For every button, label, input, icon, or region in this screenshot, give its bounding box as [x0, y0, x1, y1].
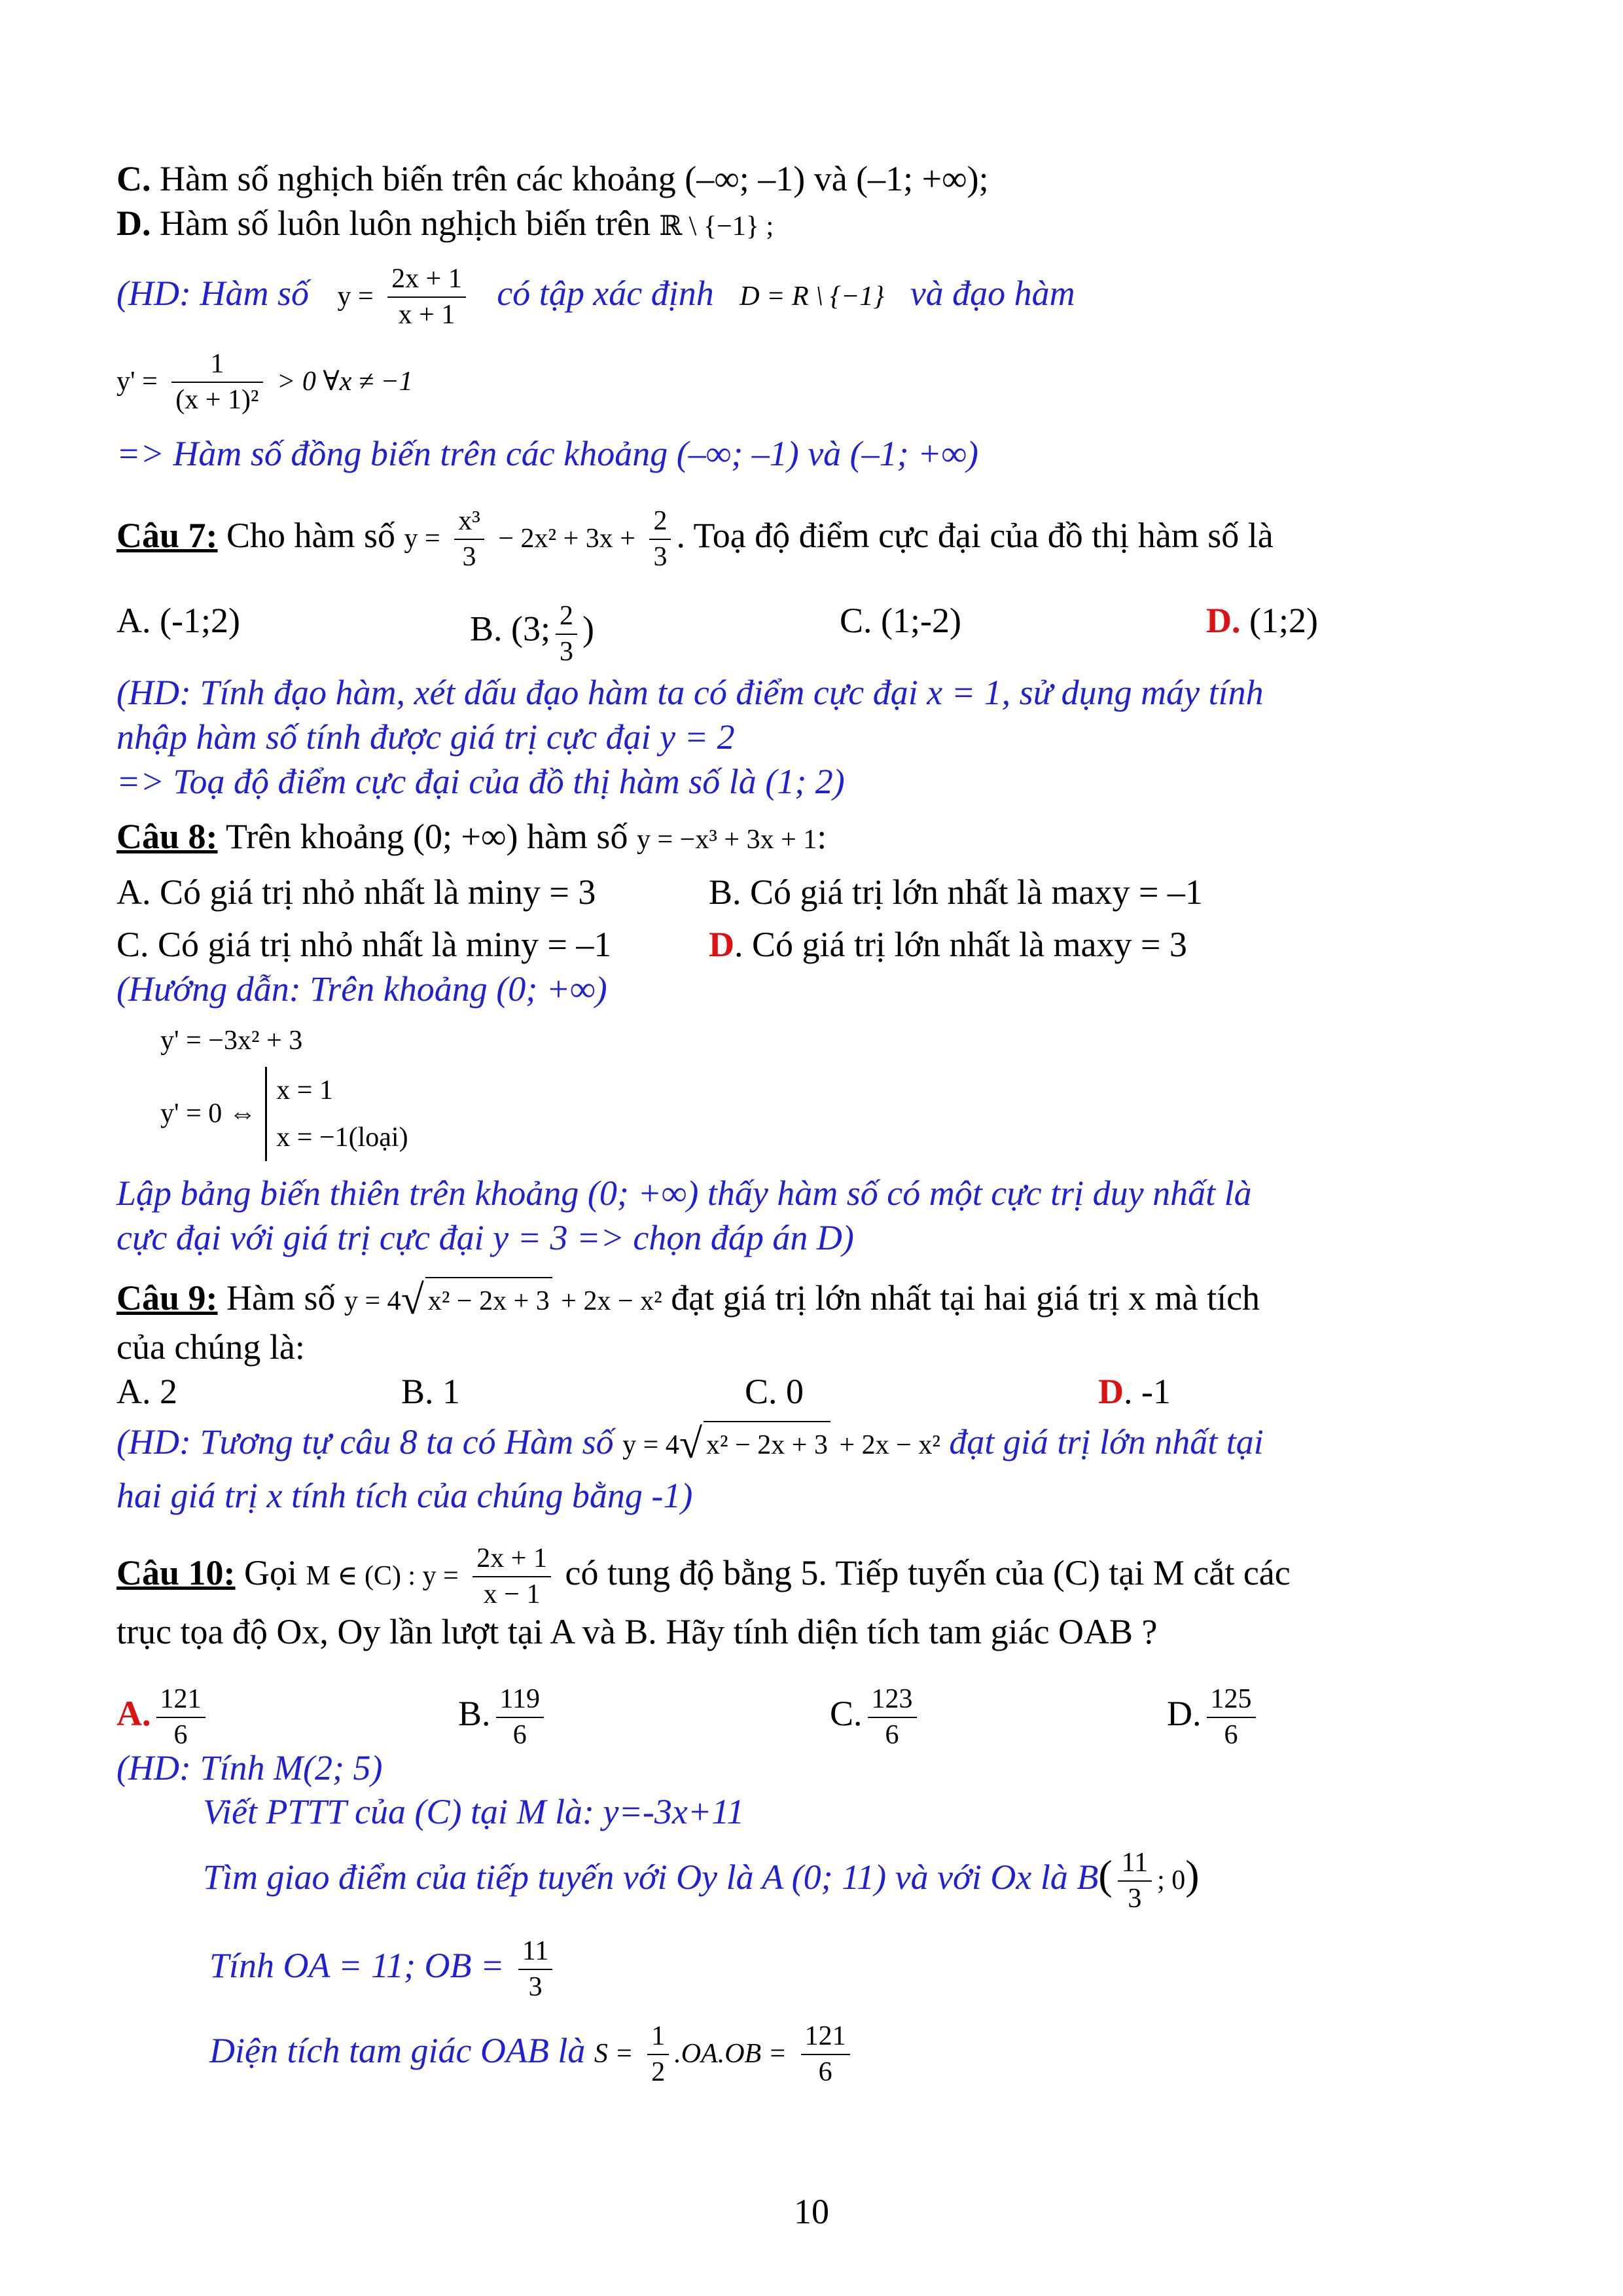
page-number: 10: [794, 2192, 829, 2231]
hint-text: cực đại với giá trị cực đại y = 3 => chọn đáp án D): [116, 1218, 854, 1257]
math-expression: y' = 0 ⇔: [160, 1098, 257, 1129]
answer-label: A.: [116, 1693, 151, 1733]
fraction-denominator: 3: [1128, 1883, 1142, 1914]
question-text: Gọi: [235, 1552, 306, 1592]
hint-text: Lập bảng biến thiên trên khoảng (0; +∞) thấy hàm số có một cực trị duy nhất là: [116, 1174, 1252, 1213]
question-text: Cho hàm số: [217, 515, 404, 555]
option-text: Hàm số nghịch biến trên các khoảng (–∞; –1) và (–1; +∞);: [151, 159, 989, 198]
option-text: ): [582, 609, 594, 649]
option-b: [470, 599, 594, 669]
fraction: [473, 1541, 551, 1611]
hint-text: Tìm giao điểm của tiếp tuyến với Oy là A (0; 11) và với Ox là B: [203, 1857, 1099, 1897]
fraction-numerator: 121: [801, 2019, 850, 2055]
question-9: [116, 1276, 1427, 1323]
option-c: [830, 1682, 922, 1752]
answer-label: D: [709, 925, 734, 964]
fraction: [518, 1934, 552, 2004]
option-a: A. Có giá trị nhỏ nhất là miny = 3: [116, 872, 596, 912]
option-b: B. 1: [401, 1372, 461, 1411]
radical-sign: √: [401, 1276, 424, 1323]
q10-hint-3: [203, 1846, 1427, 1916]
fraction: [801, 2019, 850, 2089]
question-label: Câu 7:: [116, 515, 218, 555]
math-expression: y =: [337, 281, 374, 312]
fraction: [496, 1682, 544, 1752]
fraction: [1207, 1682, 1256, 1752]
math-expression: y = 4: [622, 1430, 679, 1460]
math-expression: + 2x − x²: [561, 1286, 662, 1316]
option-c: C. Có giá trị nhỏ nhất là miny = –1: [116, 925, 612, 964]
option-c: C. 0: [745, 1372, 804, 1411]
hint-text: đạt giá trị lớn nhất tại: [940, 1422, 1264, 1462]
hint-text: Tính OA = 11; OB =: [209, 1945, 513, 1985]
option-d: [1098, 1370, 1171, 1413]
hint-text: nhập hàm số tính được giá trị cực đại y = 2: [116, 717, 735, 757]
option-label: C.: [830, 1693, 863, 1733]
fraction-numerator: 1: [171, 347, 262, 383]
fraction-numerator: x³: [454, 504, 484, 540]
question-text: Hàm số: [217, 1278, 344, 1318]
math-expression: y' =: [116, 366, 158, 397]
math-expression: D = R \ {−1}: [740, 281, 885, 312]
fraction-denominator: 6: [1224, 1719, 1238, 1750]
fraction-denominator: 3: [653, 541, 668, 572]
hint-line-3: [116, 432, 1427, 475]
question-label: Câu 8:: [116, 817, 218, 856]
math-expression: y = 4: [344, 1286, 401, 1316]
fraction-denominator: 3: [560, 636, 574, 667]
math-expression: y' = −3x² + 3: [160, 1026, 303, 1056]
q10-hint-4: [209, 1934, 1427, 2004]
case-row: x = 1: [276, 1075, 333, 1105]
option-d: [709, 923, 1187, 966]
hint-text: (HD: Tính đạo hàm, xét dấu đạo hàm ta có điểm cực đại x = 1, sử dụng máy tính: [116, 673, 1264, 712]
option-label: D.: [116, 204, 151, 243]
fraction-numerator: 125: [1207, 1682, 1256, 1718]
q7-hint-2: [116, 715, 1427, 759]
fraction-denominator: x + 1: [398, 299, 455, 330]
case-bracket: [265, 1067, 408, 1161]
hint-text: => Hàm số đồng biến trên các khoảng (–∞; –1) và (–1; +∞): [116, 434, 979, 473]
math-expression: ; 0: [1157, 1865, 1186, 1895]
fraction: [454, 504, 484, 574]
hint-text: Viết PTTT của (C) tại M là: y=-3x+11: [203, 1792, 745, 1831]
question-text: trục tọa độ Ox, Oy lần lượt tại A và B. Hãy tính diện tích tam giác OAB ?: [116, 1612, 1158, 1651]
math-expression: > 0 ∀x ≠ −1: [277, 366, 413, 397]
option-b: [458, 1682, 549, 1752]
paren-open: (: [1098, 1851, 1113, 1898]
fraction: [556, 599, 577, 669]
q10-hint-2: [203, 1790, 1427, 1833]
hint-text: (HD: Tương tự câu 8 ta có Hàm số: [116, 1422, 623, 1462]
question-text: của chúng là:: [116, 1327, 305, 1367]
math-expression: S =: [594, 2038, 633, 2069]
q8-derivative: [160, 1016, 1427, 1062]
fraction: [156, 1682, 205, 1752]
question-label: Câu 10:: [116, 1552, 236, 1592]
option-text: . Có giá trị lớn nhất là maxy = 3: [734, 925, 1187, 964]
option-a: A. 2: [116, 1372, 177, 1411]
fraction-numerator: 119: [496, 1682, 544, 1718]
option-c-line: [116, 157, 1427, 200]
question-text: :: [817, 817, 827, 856]
math-expression: − 2x² + 3x +: [498, 523, 635, 554]
math-expression: y = −x³ + 3x + 1: [636, 825, 817, 855]
question-7: [116, 504, 1427, 574]
fraction: [868, 1682, 917, 1752]
fraction-denominator: 6: [818, 2056, 832, 2087]
q8-hint-3: [116, 1216, 1427, 1259]
radicand: x² − 2x + 3: [425, 1277, 552, 1323]
question-text: đạt giá trị lớn nhất tại hai giá trị x mà tích: [662, 1278, 1260, 1318]
option-d-line: [116, 202, 1427, 248]
hint-text: có tập xác định: [497, 273, 714, 313]
hint-line-2: [116, 347, 1427, 417]
question-10: [116, 1541, 1427, 1611]
hint-text: Diện tích tam giác OAB là: [209, 2030, 594, 2070]
question-9-cont: [116, 1325, 1427, 1369]
fraction-denominator: 6: [512, 1719, 527, 1750]
question-text: có tung độ bằng 5. Tiếp tuyến của (C) tại M cắt các: [556, 1552, 1291, 1592]
q10-hint-5: [209, 2019, 1427, 2089]
answer-label: D.: [1206, 601, 1241, 640]
question-8: [116, 815, 1427, 861]
math-expression: .OA.OB =: [674, 2038, 787, 2069]
q9-hint-1: [116, 1420, 1427, 1467]
fraction-numerator: 1: [647, 2019, 669, 2055]
question-label: Câu 9:: [116, 1278, 218, 1318]
math-expression: + 2x − x²: [839, 1430, 940, 1460]
q8-equation: [160, 1067, 1427, 1161]
fraction-numerator: 2x + 1: [473, 1541, 551, 1577]
fraction-denominator: 3: [528, 1971, 543, 2002]
q7-hint-1: [116, 671, 1427, 714]
option-text: . -1: [1124, 1372, 1171, 1411]
option-d: [1206, 599, 1318, 642]
radical-sign: √: [679, 1420, 702, 1467]
option-label: D.: [1167, 1693, 1202, 1733]
radicand: x² − 2x + 3: [704, 1421, 830, 1467]
fraction-denominator: 3: [462, 541, 476, 572]
question-text: . Toạ độ điểm cực đại của đồ thị hàm số là: [676, 515, 1274, 555]
hint-text: (HD: Tính M(2; 5): [116, 1748, 383, 1787]
math-expression: y =: [404, 523, 440, 554]
hint-text: (Hướng dẫn: Trên khoảng (0; +∞): [116, 969, 607, 1009]
fraction-numerator: 123: [868, 1682, 917, 1718]
fraction-numerator: 2: [556, 599, 577, 635]
question-text: Trên khoảng (0; +∞) hàm số: [217, 817, 637, 856]
option-label: B.: [458, 1693, 491, 1733]
q10-hint-1: [116, 1746, 1427, 1789]
math-expression: ℝ \ {−1} ;: [659, 211, 774, 242]
fraction-numerator: 2: [649, 504, 671, 540]
option-a: [116, 1682, 211, 1752]
fraction-denominator: 2: [651, 2056, 666, 2087]
fraction-numerator: 11: [1118, 1846, 1152, 1882]
fraction-denominator: x − 1: [483, 1579, 541, 1609]
q7-hint-3: [116, 760, 1427, 803]
fraction: [647, 2019, 669, 2089]
option-text: B. (3;: [470, 609, 551, 649]
q9-hint-2: [116, 1474, 1427, 1517]
fraction-denominator: 6: [173, 1719, 188, 1750]
hint-text: và đạo hàm: [910, 273, 1075, 313]
q8-hint-2: [116, 1172, 1427, 1215]
fraction: [649, 504, 671, 574]
option-d: [1167, 1682, 1261, 1752]
fraction-numerator: 2x + 1: [387, 262, 466, 298]
question-10-options: [116, 1669, 1427, 1748]
fraction: [387, 262, 466, 332]
fraction-denominator: 6: [885, 1719, 899, 1750]
hint-text: => Toạ độ điểm cực đại của đồ thị hàm số là (1; 2): [116, 762, 845, 801]
fraction: [1118, 1846, 1152, 1916]
option-text: (1;2): [1240, 601, 1318, 640]
fraction-denominator: (x + 1)²: [175, 384, 259, 415]
case-row: x = −1(loại): [276, 1122, 408, 1153]
option-c: C. (1;-2): [840, 601, 961, 640]
option-a: A. (-1;2): [116, 601, 240, 640]
hint-text: hai giá trị x tính tích của chúng bằng -1): [116, 1476, 693, 1515]
math-expression: M ∈ (C) : y =: [306, 1560, 459, 1591]
q8-hint-1: [116, 967, 1427, 1011]
hint-text: (HD: Hàm số: [116, 273, 309, 313]
answer-label: D: [1098, 1372, 1124, 1411]
option-text: Hàm số luôn luôn nghịch biến trên: [151, 204, 660, 243]
paren-close: ): [1185, 1851, 1200, 1898]
fraction: [171, 347, 262, 417]
option-b: B. Có giá trị lớn nhất là maxy = –1: [709, 872, 1203, 912]
hint-line-1: [116, 262, 1427, 332]
option-label: C.: [116, 159, 151, 198]
fraction-numerator: 121: [156, 1682, 205, 1718]
question-10-cont: [116, 1610, 1427, 1653]
fraction-numerator: 11: [518, 1934, 552, 1970]
